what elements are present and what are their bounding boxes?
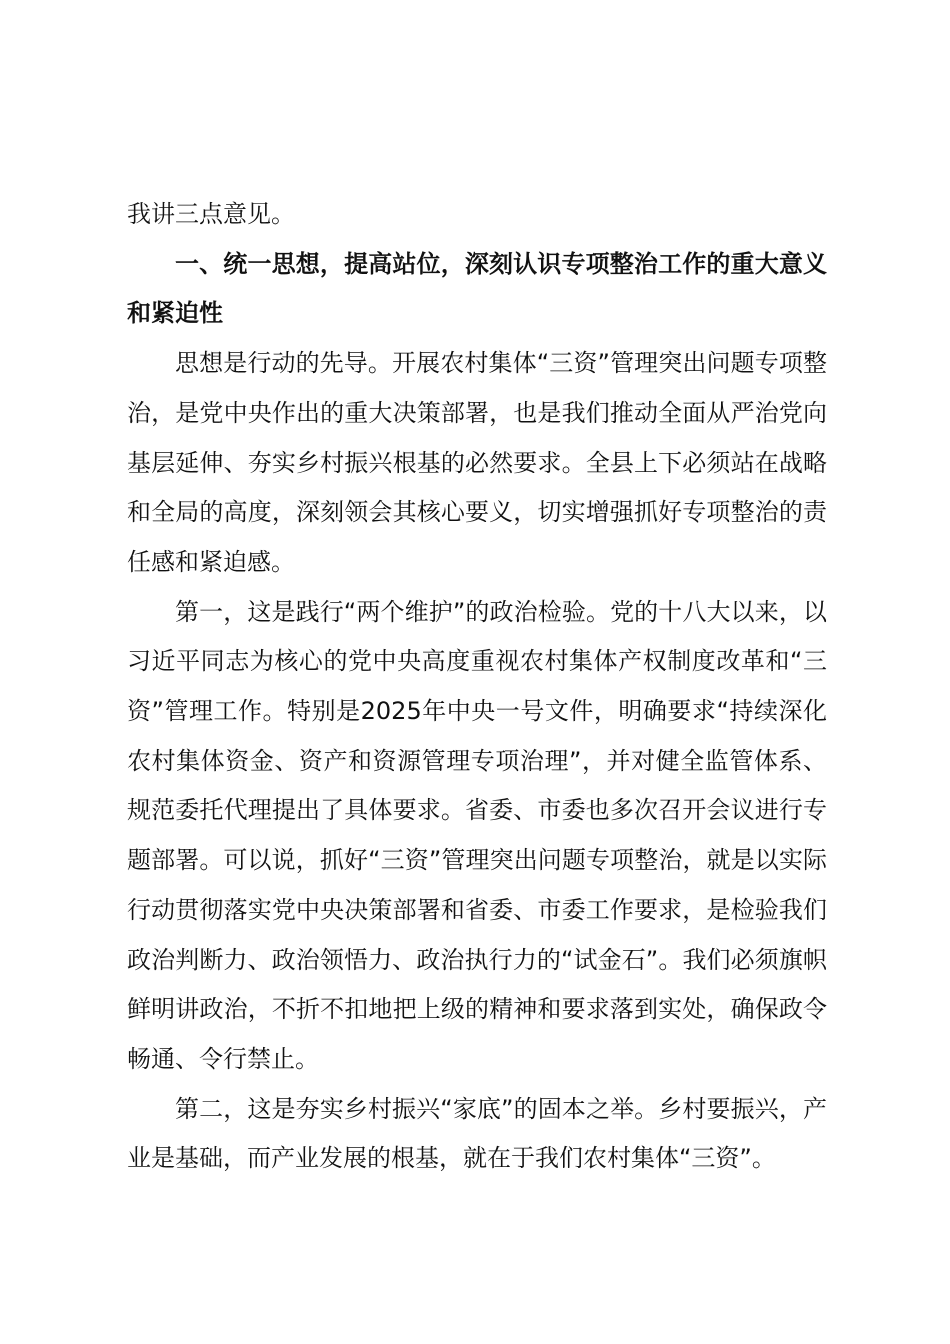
document-body (127, 190, 827, 1184)
paragraph-second-point: 第二，这是夯实乡村振兴“家底”的固本之举。乡村要振兴，产业是基础，而产业发展的根基，就在于我们农村集体“三资”。 (127, 1094, 827, 1173)
paragraph-first-point: 第一，这是践行“两个维护”的政治检验。党的十八大以来，以习近平同志为核心的党中央高度重视农村集体产权制度改革和“三资”管理工作。特别是2025年中央一号文件，明确要求“持续深化农村集体资金、资产和资源管理专项治理”，并对健全监管体系、规范委托代理提出了具体要求。省委、市委也多次召开会议进行专题部署。可以说，抓好“三资”管理突出问题专项整治，就是以实际行动贯彻落实党中央决策部署和省委、市委工作要求，是检验我们政治判断力、政治领悟力、政治执行力的“试金石”。我们必须旗帜鲜明讲政治，不折不扣地把上级的精神和要求落到实处，确保政令畅通、令行禁止。 (127, 597, 827, 1073)
paragraph-intro: 思想是行动的先导。开展农村集体“三资”管理突出问题专项整治，是党中央作出的重大决策部署，也是我们推动全面从严治党向基层延伸、夯实乡村振兴根基的必然要求。全县上下必须站在战略和全局的高度，深刻领会其核心要义，切实增强抓好专项整治的责任感和紧迫感。 (127, 349, 827, 576)
opening-line: 我讲三点意见。 (127, 200, 295, 228)
section-heading-1: 一、统一思想，提高站位，深刻认识专项整治工作的重大意义和紧迫性 (127, 249, 827, 328)
